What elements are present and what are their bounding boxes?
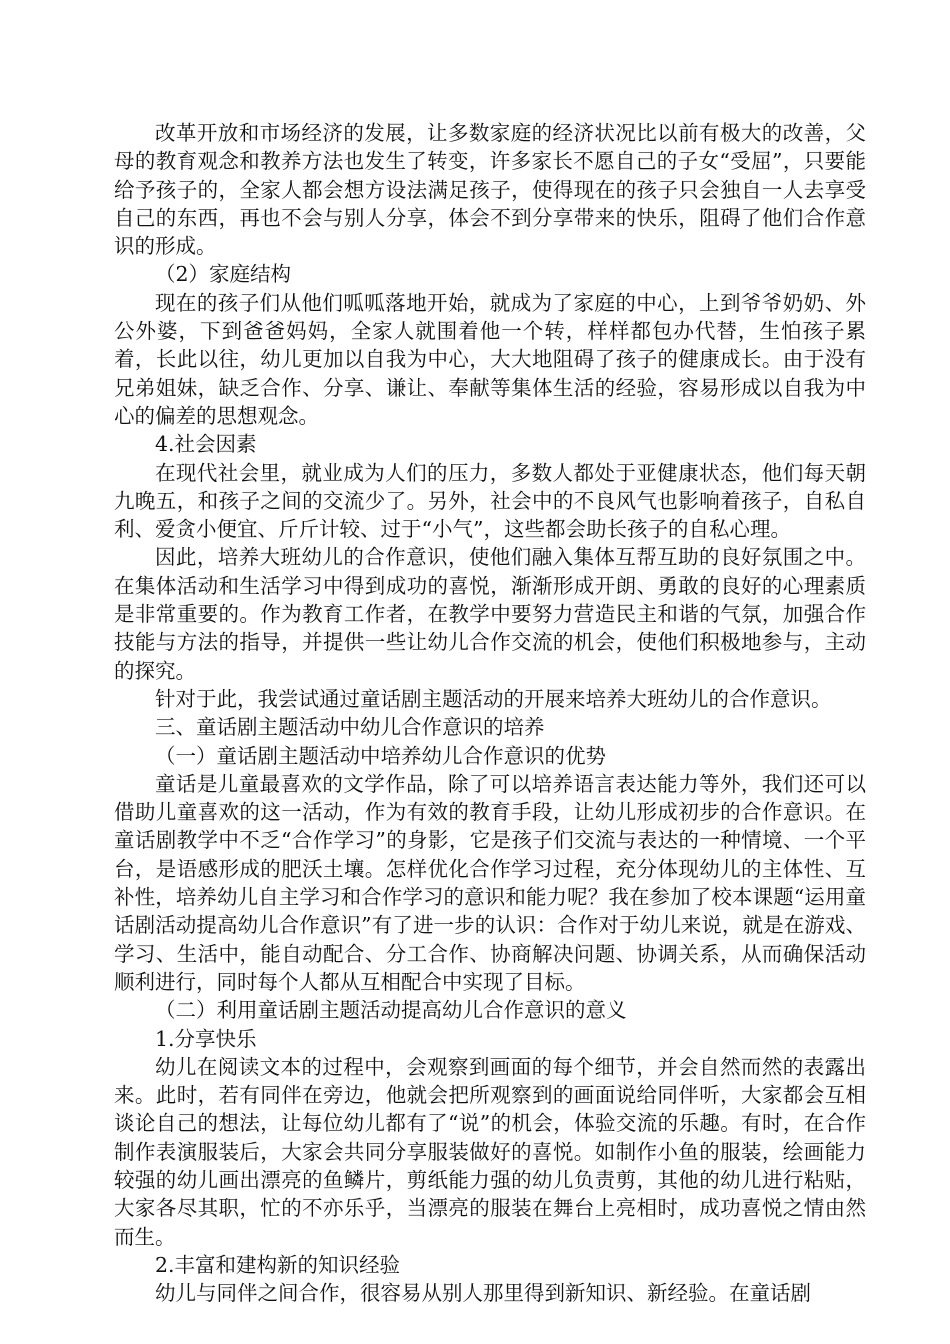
paragraph: 幼儿在阅读文本的过程中，会观察到画面的每个细节，并会自然而然的表露出来。此时，若有同伴在旁边，他就会把所观察到的画面说给同伴听，大家都会互相谈论自己的想法，让每位幼儿都有了“说”的机会，体验交流的乐趣。有时，在合作制作表演服装后，大家会共同分享服装做好的喜悦。如制作小鱼的服装，绘画能力较强的幼儿画出漂亮的鱼鳞片，剪纸能力强的幼儿负责剪，其他的幼儿进行粘贴，大家各尽其职，忙的不亦乐乎，当漂亮的服装在舞台上亮相时，成功喜悦之情由然而生。 [114, 1054, 866, 1249]
section-heading: （二）利用童话剧主题活动提高幼儿合作意识的意义 [155, 998, 627, 1023]
section-heading: 1.分享快乐 [155, 1026, 257, 1051]
paragraph: 现在的孩子们从他们呱呱落地开始，就成为了家庭的中心，上到爷爷奶奶、外公外婆，下到爸爸妈妈，全家人就围着他一个转，样样都包办代替，生怕孩子累着，长此以往，幼儿更加以自我为中心，大大地阻碍了孩子的健康成长。由于没有兄弟姐妹，缺乏合作、分享、谦让、奉献等集体生活的经验，容易形成以自我为中心的偏差的思想观念。 [114, 290, 866, 428]
document-page [114, 119, 866, 1307]
paragraph: 因此，培养大班幼儿的合作意识，使他们融入集体互帮互助的良好氛围之中。在集体活动和生活学习中得到成功的喜悦，渐渐形成开朗、勇敢的良好的心理素质是非常重要的。作为教育工作者，在教学中要努力营造民主和谐的气氛，加强合作技能与方法的指导，并提供一些让幼儿合作交流的机会，使他们积极地参与，主动的探究。 [114, 545, 866, 683]
paragraph: 针对于此，我尝试通过童话剧主题活动的开展来培养大班幼儿的合作意识。 [155, 686, 832, 711]
section-heading: 4.社会因素 [155, 432, 257, 457]
section-heading: （一）童话剧主题活动中培养幼儿合作意识的优势 [155, 743, 606, 768]
paragraph: 童话是儿童最喜欢的文学作品，除了可以培养语言表达能力等外，我们还可以借助儿童喜欢的这一活动，作为有效的教育手段，让幼儿形成初步的合作意识。在童话剧教学中不乏“合作学习”的身影，它是孩子们交流与表达的一种情境、一个平台，是语感形成的肥沃土壤。怎样优化合作学习过程，充分体现幼儿的主体性、互补性，培养幼儿自主学习和合作学习的意识和能力呢？我在参加了校本课题“运用童话剧活动提高幼儿合作意识”有了进一步的认识：合作对于幼儿来说，就是在游戏、学习、生活中，能自动配合、分工合作、协商解决问题、协调关系，从而确保活动顺利进行，同时每个人都从互相配合中实现了目标。 [114, 771, 866, 994]
paragraph: 幼儿与同伴之间合作，很容易从别人那里得到新知识、新经验。在童话剧 [155, 1281, 811, 1306]
section-heading: （2）家庭结构 [155, 262, 292, 287]
section-heading: 三、童话剧主题活动中幼儿合作意识的培养 [155, 715, 545, 740]
paragraph: 在现代社会里，就业成为人们的压力，多数人都处于亚健康状态，他们每天朝九晚五，和孩子之间的交流少了。另外，社会中的不良风气也影响着孩子，自私自利、爱贪小便宜、斤斤计较、过于“小气”，这些都会助长孩子的自私心理。 [114, 460, 866, 542]
paragraph: 改革开放和市场经济的发展，让多数家庭的经济状况比以前有极大的改善，父母的教育观念和教养方法也发生了转变，许多家长不愿自己的子女“受屈”，只要能给予孩子的，全家人都会想方设法满足孩子，使得现在的孩子只会独自一人去享受自己的东西，再也不会与别人分享，体会不到分享带来的快乐，阻碍了他们合作意识的形成。 [114, 121, 866, 259]
section-heading: 2.丰富和建构新的知识经验 [155, 1252, 401, 1277]
